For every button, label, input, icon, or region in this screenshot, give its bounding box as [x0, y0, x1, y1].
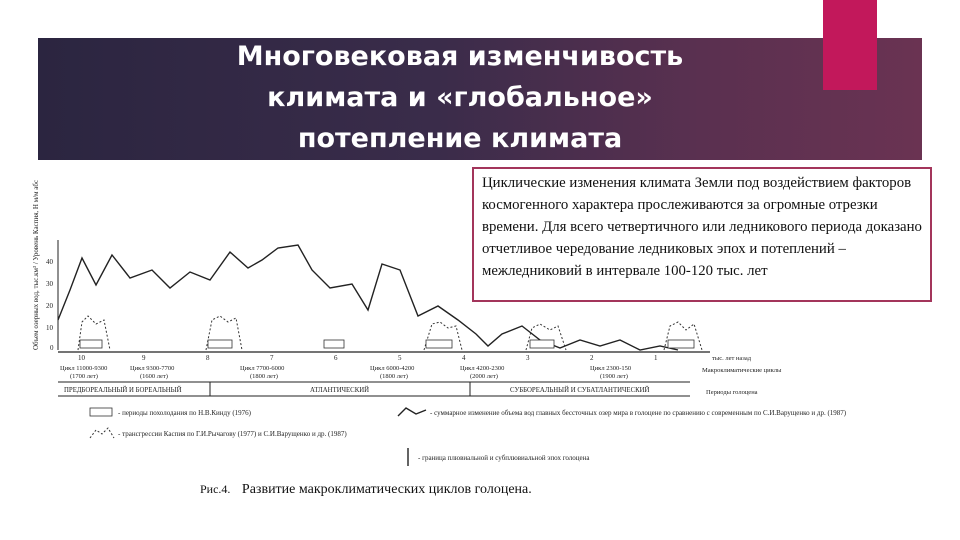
callout-box — [472, 167, 932, 302]
cycle-name: Цикл 9300-7700 — [130, 365, 175, 372]
cycle-name: Цикл 4200-2300 — [460, 365, 505, 372]
period-label: СУББОРЕАЛЬНЫЙ И СУБАТЛАНТИЧЕСКИЙ — [510, 387, 650, 394]
title-line: климата и «глобальное» — [267, 82, 653, 113]
cooling-box — [80, 340, 102, 348]
cycle-name: Цикл 11000-9300 — [60, 365, 108, 372]
cooling-box — [530, 340, 554, 348]
y-tick: 40 — [46, 258, 53, 266]
y-tick: 10 — [46, 324, 53, 332]
cycle-number: 2 — [590, 354, 594, 362]
cycle-span: (1800 лет) — [250, 373, 278, 380]
cycle-number: 4 — [462, 354, 466, 362]
cycle-span: (1800 лет) — [380, 373, 408, 380]
y-tick: 30 — [46, 280, 53, 288]
period-label: ПРЕДБОРЕАЛЬНЫЙ И БОРЕАЛЬНЫЙ — [64, 387, 182, 394]
callout-text: Циклические изменения климата Земли под воздействием факторов космогенного характера прослеживаются за огромные отрезки времени. Для всего четвертичного или ледникового периода доказано отчетливое чередование ледниковых эпох и потеплений – межледниковий в интервале 100-120 тыс. лет — [482, 175, 922, 279]
cooling-box — [426, 340, 452, 348]
legend-caspian-swatch — [90, 428, 114, 438]
period-label: АТЛАНТИЧЕСКИЙ — [310, 387, 370, 394]
legend-cooling-swatch — [90, 408, 112, 416]
cycle-number: 1 — [654, 354, 658, 362]
y-axis-label: Объем озерных вод, тыс.км³ / Уровень Каспия, Н м/м абс — [32, 179, 40, 350]
cycle-name: Цикл 6000-4200 — [370, 365, 415, 372]
cycle-labels — [60, 365, 631, 380]
periods-label: Периоды голоцена — [706, 389, 758, 396]
cycle-name: Цикл 7700-6000 — [240, 365, 285, 372]
legend-volume-swatch — [398, 408, 426, 416]
y-tick: 0 — [50, 344, 54, 352]
cycle-span: (2000 лет) — [470, 373, 498, 380]
slide-title — [60, 36, 860, 159]
cycle-number: 7 — [270, 354, 274, 362]
cycles-label: Макроклиматические циклы — [702, 367, 782, 374]
legend-item: - трансгрессии Каспия по Г.И.Рычагову (1977) и С.И.Варущенко и др. (1987) — [118, 430, 347, 438]
caption-text: Развитие макроклиматических циклов голоцена. — [241, 482, 532, 497]
cycle-span: (1700 лет) — [70, 373, 98, 380]
cycle-numbers — [78, 354, 658, 362]
y-tick: 20 — [46, 302, 53, 310]
legend-item: - периоды похолодания по Н.В.Кинду (1976) — [118, 409, 251, 417]
cycle-name: Цикл 2300-150 — [590, 365, 632, 372]
title-line: потепление климата — [297, 123, 623, 154]
legend-item: - суммарное изменение объема вод главных бессточных озер мира в голоцене по сравнению с современным по С.И.Варущенко и др. (1987) — [430, 409, 847, 417]
cycle-number: 9 — [142, 354, 146, 362]
cooling-box — [668, 340, 694, 348]
cycle-number: 3 — [526, 354, 530, 362]
axis-unit: тыс. лет назад — [712, 355, 752, 362]
cooling-periods — [80, 340, 694, 348]
period-labels — [64, 386, 650, 394]
cycle-number: 5 — [398, 354, 402, 362]
title-line: Многовековая изменчивость — [236, 41, 684, 72]
cooling-box — [324, 340, 344, 348]
cycle-span: (1600 лет) — [140, 373, 168, 380]
figure-caption — [200, 482, 532, 498]
cycle-number: 6 — [334, 354, 338, 362]
cycle-number: 8 — [206, 354, 210, 362]
cycle-number: 10 — [78, 354, 85, 362]
caption-number: Рис.4. — [200, 482, 231, 496]
legend-item: - граница плювиальной и субплювиальной эпох голоцена — [418, 454, 590, 462]
cycle-span: (1900 лет) — [600, 373, 628, 380]
cooling-box — [208, 340, 232, 348]
